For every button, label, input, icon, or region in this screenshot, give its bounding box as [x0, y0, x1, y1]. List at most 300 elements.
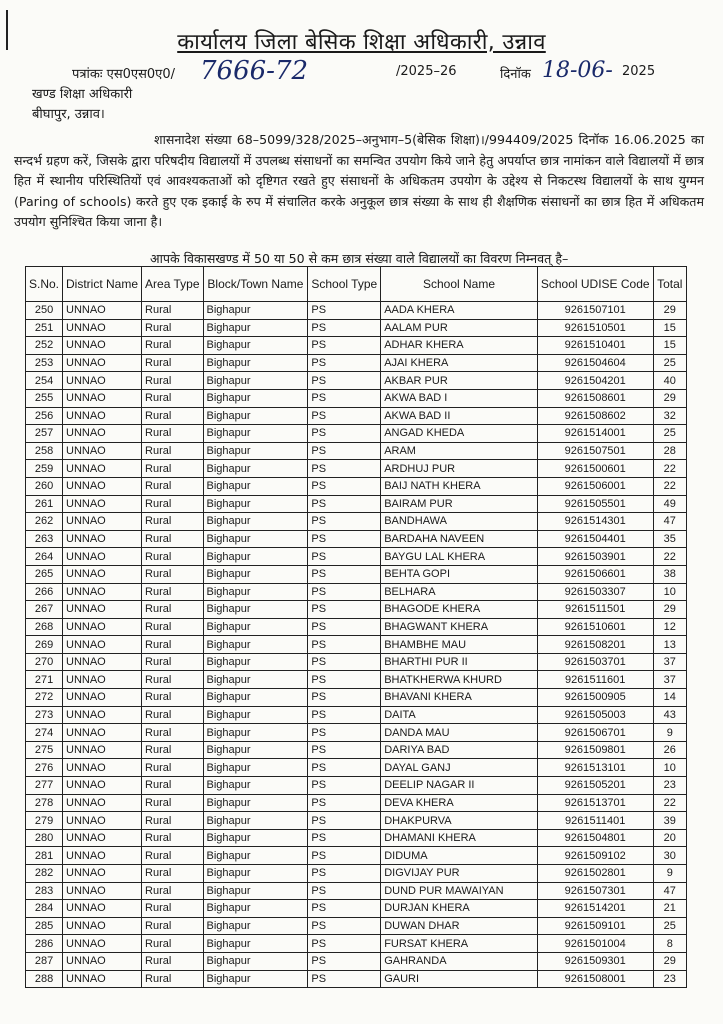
table-row — [26, 935, 687, 953]
cell-block: Bighapur — [203, 724, 308, 742]
cell-udise: 9261506001 — [537, 477, 653, 495]
cell-school-type: PS — [308, 724, 381, 742]
cell-total: 25 — [653, 917, 686, 935]
cell-udise: 9261511401 — [537, 812, 653, 830]
cell-district: UNNAO — [63, 935, 142, 953]
cell-school-type: PS — [308, 601, 381, 619]
cell-block: Bighapur — [203, 583, 308, 601]
table-row — [26, 389, 687, 407]
table-row — [26, 653, 687, 671]
cell-district: UNNAO — [63, 847, 142, 865]
cell-district: UNNAO — [63, 442, 142, 460]
cell-school-type: PS — [308, 653, 381, 671]
cell-school-name: DAITA — [381, 706, 538, 724]
col-header-block: Block/Town Name — [203, 267, 308, 302]
cell-school-name: BHAGODE KHERA — [381, 601, 538, 619]
cell-block: Bighapur — [203, 829, 308, 847]
cell-area-type: Rural — [142, 601, 203, 619]
cell-udise: 9261510401 — [537, 337, 653, 355]
cell-school-name: DIDUMA — [381, 847, 538, 865]
cell-school-name: DEVA KHERA — [381, 794, 538, 812]
table-row — [26, 601, 687, 619]
table-row — [26, 777, 687, 795]
cell-sno: 274 — [26, 724, 63, 742]
cell-udise: 9261506601 — [537, 565, 653, 583]
cell-area-type: Rural — [142, 882, 203, 900]
table-row — [26, 970, 687, 988]
cell-district: UNNAO — [63, 865, 142, 883]
cell-udise: 9261509101 — [537, 917, 653, 935]
cell-district: UNNAO — [63, 319, 142, 337]
cell-school-name: GAHRANDA — [381, 952, 538, 970]
cell-block: Bighapur — [203, 741, 308, 759]
schools-table — [25, 266, 687, 988]
cell-area-type: Rural — [142, 337, 203, 355]
table-row — [26, 900, 687, 918]
cell-block: Bighapur — [203, 759, 308, 777]
cell-block: Bighapur — [203, 671, 308, 689]
cell-sno: 278 — [26, 794, 63, 812]
cell-district: UNNAO — [63, 777, 142, 795]
cell-block: Bighapur — [203, 530, 308, 548]
cell-total: 43 — [653, 706, 686, 724]
cell-area-type: Rural — [142, 565, 203, 583]
cell-udise: 9261503307 — [537, 583, 653, 601]
cell-school-type: PS — [308, 583, 381, 601]
table-row — [26, 618, 687, 636]
table-row — [26, 442, 687, 460]
cell-district: UNNAO — [63, 741, 142, 759]
cell-block: Bighapur — [203, 460, 308, 478]
cell-sno: 258 — [26, 442, 63, 460]
cell-district: UNNAO — [63, 636, 142, 654]
cell-district: UNNAO — [63, 794, 142, 812]
cell-sno: 279 — [26, 812, 63, 830]
cell-sno: 257 — [26, 425, 63, 443]
cell-sno: 252 — [26, 337, 63, 355]
cell-block: Bighapur — [203, 952, 308, 970]
cell-block: Bighapur — [203, 618, 308, 636]
cell-block: Bighapur — [203, 354, 308, 372]
cell-school-type: PS — [308, 847, 381, 865]
table-row — [26, 302, 687, 320]
letter-number-handwritten: 7666-72 — [200, 56, 309, 86]
cell-district: UNNAO — [63, 495, 142, 513]
table-row — [26, 477, 687, 495]
table-row — [26, 565, 687, 583]
cell-school-name: FURSAT KHERA — [381, 935, 538, 953]
cell-area-type: Rural — [142, 970, 203, 988]
cell-school-name: AKBAR PUR — [381, 372, 538, 390]
cell-school-name: DANDA MAU — [381, 724, 538, 742]
col-header-sno: S.No. — [26, 267, 63, 302]
cell-sno: 277 — [26, 777, 63, 795]
cell-area-type: Rural — [142, 548, 203, 566]
cell-total: 38 — [653, 565, 686, 583]
cell-block: Bighapur — [203, 337, 308, 355]
cell-school-type: PS — [308, 900, 381, 918]
cell-udise: 9261510501 — [537, 319, 653, 337]
cell-block: Bighapur — [203, 970, 308, 988]
cell-udise: 9261510601 — [537, 618, 653, 636]
cell-district: UNNAO — [63, 583, 142, 601]
cell-school-type: PS — [308, 442, 381, 460]
table-row — [26, 513, 687, 531]
table-row — [26, 407, 687, 425]
cell-district: UNNAO — [63, 900, 142, 918]
cell-block: Bighapur — [203, 495, 308, 513]
cell-total: 21 — [653, 900, 686, 918]
cell-block: Bighapur — [203, 917, 308, 935]
date-handwritten: 18-06- — [542, 58, 613, 83]
cell-school-name: AKWA BAD II — [381, 407, 538, 425]
cell-school-type: PS — [308, 477, 381, 495]
col-header-district: District Name — [63, 267, 142, 302]
cell-school-type: PS — [308, 460, 381, 478]
table-row — [26, 794, 687, 812]
cell-block: Bighapur — [203, 900, 308, 918]
cell-district: UNNAO — [63, 970, 142, 988]
table-row — [26, 337, 687, 355]
cell-udise: 9261513101 — [537, 759, 653, 777]
cell-area-type: Rural — [142, 302, 203, 320]
cell-total: 14 — [653, 689, 686, 707]
cell-total: 49 — [653, 495, 686, 513]
cell-udise: 9261504201 — [537, 372, 653, 390]
cell-sno: 266 — [26, 583, 63, 601]
cell-district: UNNAO — [63, 671, 142, 689]
cell-sno: 273 — [26, 706, 63, 724]
cell-sno: 282 — [26, 865, 63, 883]
cell-sno: 260 — [26, 477, 63, 495]
cell-total: 22 — [653, 548, 686, 566]
cell-school-name: DAYAL GANJ — [381, 759, 538, 777]
cell-school-type: PS — [308, 302, 381, 320]
cell-udise: 9261504401 — [537, 530, 653, 548]
cell-area-type: Rural — [142, 583, 203, 601]
cell-district: UNNAO — [63, 372, 142, 390]
cell-area-type: Rural — [142, 372, 203, 390]
cell-udise: 9261501004 — [537, 935, 653, 953]
cell-sno: 286 — [26, 935, 63, 953]
cell-total: 29 — [653, 389, 686, 407]
cell-udise: 9261507501 — [537, 442, 653, 460]
cell-sno: 253 — [26, 354, 63, 372]
table-row — [26, 354, 687, 372]
cell-area-type: Rural — [142, 847, 203, 865]
cell-area-type: Rural — [142, 777, 203, 795]
col-header-area-type: Area Type — [142, 267, 203, 302]
cell-school-name: DUWAN DHAR — [381, 917, 538, 935]
body-paragraph: शासनादेश संख्या 68–5099/328/2025–अनुभाग–5(बेसिक शिक्षा)।/994409/2025 दिनॉक 16.06.2025 का सन्दर्भ ग्रहण करें, जिसके द्वारा परिषदीय विद्यालयों में उपलब्ध संसाधनों का समन्वित उपयोग किये जाने हेतु अपर्याप्त छात्र नामांकन वाले विद्यालयों में छात्र हित में स्थानीय परिस्थितियों एवं आवश्यकताओं को दृष्टिगत रखते हुए संसाधनों के अधिकतम उपयोग के उद्देश्य से निकटस्थ विद्यालयों के साथ युग्मन (Paring of schools) करते हुए एक इकाई के रुप में संचालित करके अनुकूल छात्र संख्या के साथ ही शैक्षणिक संसाधनों का छात्र हित में अधिकतम उपयोग सुनिश्चित किया जाना है। — [14, 132, 704, 229]
cell-school-type: PS — [308, 337, 381, 355]
cell-total: 25 — [653, 425, 686, 443]
cell-sno: 255 — [26, 389, 63, 407]
cell-area-type: Rural — [142, 477, 203, 495]
cell-total: 29 — [653, 952, 686, 970]
cell-school-type: PS — [308, 706, 381, 724]
cell-school-name: AALAM PUR — [381, 319, 538, 337]
cell-school-name: BHAMBHE MAU — [381, 636, 538, 654]
table-row — [26, 952, 687, 970]
cell-sno: 265 — [26, 565, 63, 583]
cell-area-type: Rural — [142, 935, 203, 953]
cell-school-type: PS — [308, 565, 381, 583]
cell-district: UNNAO — [63, 812, 142, 830]
cell-school-name: DUND PUR MAWAIYAN — [381, 882, 538, 900]
cell-area-type: Rural — [142, 952, 203, 970]
cell-district: UNNAO — [63, 425, 142, 443]
cell-udise: 9261502801 — [537, 865, 653, 883]
cell-area-type: Rural — [142, 618, 203, 636]
cell-total: 20 — [653, 829, 686, 847]
cell-district: UNNAO — [63, 618, 142, 636]
cell-school-type: PS — [308, 530, 381, 548]
cell-block: Bighapur — [203, 812, 308, 830]
cell-block: Bighapur — [203, 689, 308, 707]
cell-school-name: DIGVIJAY PUR — [381, 865, 538, 883]
cell-block: Bighapur — [203, 706, 308, 724]
cell-school-type: PS — [308, 865, 381, 883]
cell-total: 29 — [653, 601, 686, 619]
cell-total: 26 — [653, 741, 686, 759]
cell-school-type: PS — [308, 513, 381, 531]
cell-district: UNNAO — [63, 337, 142, 355]
cell-area-type: Rural — [142, 689, 203, 707]
cell-udise: 9261500601 — [537, 460, 653, 478]
cell-area-type: Rural — [142, 741, 203, 759]
cell-block: Bighapur — [203, 565, 308, 583]
letter-number-prefix: पत्रांकः एस0एस0ए0/ — [72, 67, 176, 82]
cell-total: 8 — [653, 935, 686, 953]
cell-area-type: Rural — [142, 759, 203, 777]
cell-udise: 9261505003 — [537, 706, 653, 724]
cell-district: UNNAO — [63, 302, 142, 320]
cell-block: Bighapur — [203, 794, 308, 812]
table-row — [26, 759, 687, 777]
cell-district: UNNAO — [63, 653, 142, 671]
table-row — [26, 741, 687, 759]
table-row — [26, 530, 687, 548]
cell-sno: 276 — [26, 759, 63, 777]
cell-school-type: PS — [308, 829, 381, 847]
cell-school-name: DARIYA BAD — [381, 741, 538, 759]
col-header-total: Total — [653, 267, 686, 302]
cell-sno: 284 — [26, 900, 63, 918]
recipient-location: बीघापुर, उन्नाव। — [32, 107, 105, 122]
cell-school-type: PS — [308, 618, 381, 636]
cell-school-name: DURJAN KHERA — [381, 900, 538, 918]
cell-total: 22 — [653, 460, 686, 478]
table-row — [26, 865, 687, 883]
cell-school-type: PS — [308, 495, 381, 513]
table-row — [26, 583, 687, 601]
cell-udise: 9261514301 — [537, 513, 653, 531]
cell-sno: 270 — [26, 653, 63, 671]
table-row — [26, 882, 687, 900]
cell-school-name: BHAGWANT KHERA — [381, 618, 538, 636]
cell-area-type: Rural — [142, 865, 203, 883]
cell-total: 12 — [653, 618, 686, 636]
cell-school-type: PS — [308, 671, 381, 689]
table-row — [26, 706, 687, 724]
cell-school-type: PS — [308, 425, 381, 443]
cell-total: 37 — [653, 671, 686, 689]
cell-total: 25 — [653, 354, 686, 372]
table-row — [26, 917, 687, 935]
cell-block: Bighapur — [203, 477, 308, 495]
cell-block: Bighapur — [203, 777, 308, 795]
table-row — [26, 636, 687, 654]
table-body — [26, 302, 687, 988]
cell-sno: 285 — [26, 917, 63, 935]
cell-area-type: Rural — [142, 513, 203, 531]
cell-school-type: PS — [308, 952, 381, 970]
cell-udise: 9261513701 — [537, 794, 653, 812]
cell-block: Bighapur — [203, 882, 308, 900]
table-row — [26, 829, 687, 847]
cell-udise: 9261514001 — [537, 425, 653, 443]
cell-area-type: Rural — [142, 354, 203, 372]
cell-district: UNNAO — [63, 829, 142, 847]
cell-school-name: GAURI — [381, 970, 538, 988]
cell-area-type: Rural — [142, 319, 203, 337]
cell-block: Bighapur — [203, 319, 308, 337]
table-row — [26, 847, 687, 865]
cell-total: 39 — [653, 812, 686, 830]
cell-udise: 9261503701 — [537, 653, 653, 671]
cell-school-type: PS — [308, 794, 381, 812]
cell-school-type: PS — [308, 389, 381, 407]
cell-udise: 9261511501 — [537, 601, 653, 619]
cell-area-type: Rural — [142, 706, 203, 724]
cell-total: 35 — [653, 530, 686, 548]
cell-sno: 262 — [26, 513, 63, 531]
cell-school-name: AJAI KHERA — [381, 354, 538, 372]
cell-area-type: Rural — [142, 917, 203, 935]
cell-block: Bighapur — [203, 847, 308, 865]
table-row — [26, 372, 687, 390]
cell-school-type: PS — [308, 548, 381, 566]
cell-udise: 9261508201 — [537, 636, 653, 654]
cell-total: 10 — [653, 759, 686, 777]
cell-total: 47 — [653, 513, 686, 531]
cell-block: Bighapur — [203, 636, 308, 654]
cell-school-type: PS — [308, 407, 381, 425]
table-row — [26, 724, 687, 742]
cell-udise: 9261509301 — [537, 952, 653, 970]
cell-udise: 9261509102 — [537, 847, 653, 865]
cell-udise: 9261505201 — [537, 777, 653, 795]
table-row — [26, 460, 687, 478]
cell-udise: 9261514201 — [537, 900, 653, 918]
cell-area-type: Rural — [142, 425, 203, 443]
cell-school-name: AADA KHERA — [381, 302, 538, 320]
cell-sno: 264 — [26, 548, 63, 566]
cell-area-type: Rural — [142, 900, 203, 918]
cell-area-type: Rural — [142, 812, 203, 830]
cell-total: 32 — [653, 407, 686, 425]
cell-sno: 268 — [26, 618, 63, 636]
cell-block: Bighapur — [203, 372, 308, 390]
cell-school-type: PS — [308, 935, 381, 953]
cell-school-name: DHAKPURVA — [381, 812, 538, 830]
cell-school-name: BANDHAWA — [381, 513, 538, 531]
cell-udise: 9261504801 — [537, 829, 653, 847]
cell-total: 10 — [653, 583, 686, 601]
cell-school-name: BAYGU LAL KHERA — [381, 548, 538, 566]
table-header-row — [26, 267, 687, 302]
cell-area-type: Rural — [142, 671, 203, 689]
cell-school-name: BHAVANI KHERA — [381, 689, 538, 707]
cell-district: UNNAO — [63, 565, 142, 583]
cell-total: 40 — [653, 372, 686, 390]
cell-school-type: PS — [308, 372, 381, 390]
cell-school-name: ANGAD KHEDA — [381, 425, 538, 443]
cell-area-type: Rural — [142, 407, 203, 425]
cell-area-type: Rural — [142, 460, 203, 478]
cell-sno: 272 — [26, 689, 63, 707]
cell-block: Bighapur — [203, 865, 308, 883]
date-label: दिनॉक — [500, 67, 531, 82]
cell-school-type: PS — [308, 970, 381, 988]
cell-sno: 251 — [26, 319, 63, 337]
cell-sno: 283 — [26, 882, 63, 900]
cell-school-name: AKWA BAD I — [381, 389, 538, 407]
table-row — [26, 495, 687, 513]
cell-sno: 261 — [26, 495, 63, 513]
cell-total: 29 — [653, 302, 686, 320]
cell-school-name: DHAMANI KHERA — [381, 829, 538, 847]
cell-school-name: BAIRAM PUR — [381, 495, 538, 513]
cell-district: UNNAO — [63, 477, 142, 495]
cell-district: UNNAO — [63, 689, 142, 707]
cell-sno: 281 — [26, 847, 63, 865]
col-header-udise: School UDISE Code — [537, 267, 653, 302]
cell-school-type: PS — [308, 777, 381, 795]
cell-udise: 9261508602 — [537, 407, 653, 425]
cell-school-name: ARAM — [381, 442, 538, 460]
cell-udise: 9261509801 — [537, 741, 653, 759]
cell-school-type: PS — [308, 319, 381, 337]
cell-school-type: PS — [308, 636, 381, 654]
cell-school-type: PS — [308, 741, 381, 759]
table-row — [26, 548, 687, 566]
cell-udise: 9261507101 — [537, 302, 653, 320]
cell-district: UNNAO — [63, 513, 142, 531]
table-row — [26, 689, 687, 707]
cell-block: Bighapur — [203, 653, 308, 671]
letter-number-suffix: /2025–26 — [396, 64, 457, 79]
cell-area-type: Rural — [142, 794, 203, 812]
col-header-school-name: School Name — [381, 267, 538, 302]
cell-sno: 287 — [26, 952, 63, 970]
cell-school-type: PS — [308, 759, 381, 777]
cell-district: UNNAO — [63, 601, 142, 619]
cell-school-name: BHARTHI PUR II — [381, 653, 538, 671]
cell-block: Bighapur — [203, 548, 308, 566]
cell-district: UNNAO — [63, 407, 142, 425]
cell-block: Bighapur — [203, 302, 308, 320]
cell-block: Bighapur — [203, 389, 308, 407]
cell-block: Bighapur — [203, 442, 308, 460]
cell-block: Bighapur — [203, 407, 308, 425]
cell-district: UNNAO — [63, 882, 142, 900]
cell-school-name: ADHAR KHERA — [381, 337, 538, 355]
cell-sno: 250 — [26, 302, 63, 320]
cell-district: UNNAO — [63, 354, 142, 372]
cell-udise: 9261508601 — [537, 389, 653, 407]
